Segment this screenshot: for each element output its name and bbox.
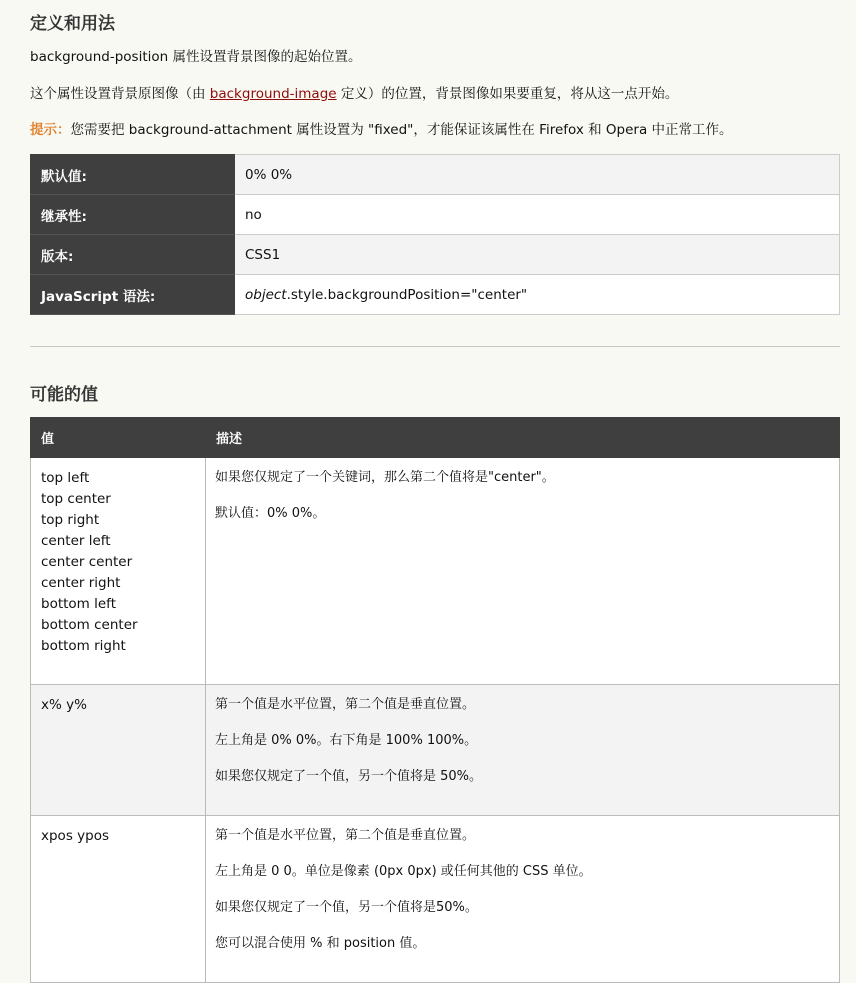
intro-p2-after: 定义）的位置，背景图像如果要重复，将从这一点开始。 <box>336 86 679 102</box>
value-keyword: center left <box>41 533 111 549</box>
description-line: 默认值：0% 0%。 <box>215 506 326 521</box>
description-line: 左上角是 0% 0%。右下角是 100% 100%。 <box>215 733 478 748</box>
value-keyword: top left <box>41 470 90 486</box>
value-cell <box>31 816 206 983</box>
header-value: 值 <box>31 418 206 458</box>
info-key: 继承性: <box>31 195 235 235</box>
info-value: no <box>235 195 840 235</box>
description-line: 如果您仅规定了一个值，另一个值将是50%。 <box>215 900 478 915</box>
description-line: 如果您仅规定了一个关键词，那么第二个值将是"center"。 <box>215 470 555 485</box>
description-line: 第一个值是水平位置，第二个值是垂直位置。 <box>215 828 476 843</box>
tip-label: 提示： <box>30 122 71 138</box>
background-image-link[interactable]: background-image <box>209 86 337 102</box>
value-keyword: bottom left <box>41 596 116 612</box>
info-row-default <box>31 155 840 195</box>
info-key: 默认值: <box>31 155 235 195</box>
tip-paragraph <box>30 120 733 140</box>
value-cell <box>31 458 206 685</box>
intro-paragraph-1: background-position 属性设置背景图像的起始位置。 <box>30 49 362 65</box>
values-header-row <box>31 418 840 458</box>
intro-p2-before: 这个属性设置背景原图像（由 <box>30 86 210 102</box>
description-line: 您可以混合使用 % 和 position 值。 <box>215 936 426 951</box>
property-info-table <box>30 154 840 315</box>
info-row-js-syntax <box>31 275 840 315</box>
description-line: 第一个值是水平位置，第二个值是垂直位置。 <box>215 697 476 712</box>
info-key: JavaScript 语法: <box>31 275 235 315</box>
info-value <box>235 275 840 315</box>
value-keyword: bottom right <box>41 638 126 654</box>
value-keyword: x% y% <box>41 697 87 713</box>
possible-values-table <box>30 417 840 983</box>
value-keyword: top center <box>41 491 111 507</box>
value-keyword: bottom center <box>41 617 138 633</box>
section-divider <box>30 346 840 347</box>
table-row <box>31 458 840 685</box>
tip-text: 您需要把 background-attachment 属性设置为 "fixed"，才能保证该属性在 Firefox 和 Opera 中正常工作。 <box>70 122 733 138</box>
value-keyword: xpos ypos <box>41 828 109 844</box>
table-row <box>31 685 840 816</box>
js-syntax-rest: .style.backgroundPosition="center" <box>286 286 528 303</box>
js-syntax-object: object <box>245 286 287 303</box>
info-row-inherit <box>31 195 840 235</box>
section-title-definition: 定义和用法 <box>30 14 115 34</box>
value-keyword: center center <box>41 554 133 570</box>
table-row <box>31 816 840 983</box>
description-cell <box>206 685 840 816</box>
header-description: 描述 <box>206 418 840 458</box>
info-value: 0% 0% <box>235 155 840 195</box>
section-title-values: 可能的值 <box>30 385 98 405</box>
info-row-version <box>31 235 840 275</box>
description-cell <box>206 816 840 983</box>
description-cell <box>206 458 840 685</box>
description-line: 左上角是 0 0。单位是像素 (0px 0px) 或任何其他的 CSS 单位。 <box>215 864 592 879</box>
value-keyword: center right <box>41 575 121 591</box>
description-line: 如果您仅规定了一个值，另一个值将是 50%。 <box>215 769 483 784</box>
value-keyword: top right <box>41 512 100 528</box>
intro-paragraph-2 <box>30 84 678 104</box>
info-key: 版本: <box>31 235 235 275</box>
value-cell <box>31 685 206 816</box>
info-value: CSS1 <box>235 235 840 275</box>
